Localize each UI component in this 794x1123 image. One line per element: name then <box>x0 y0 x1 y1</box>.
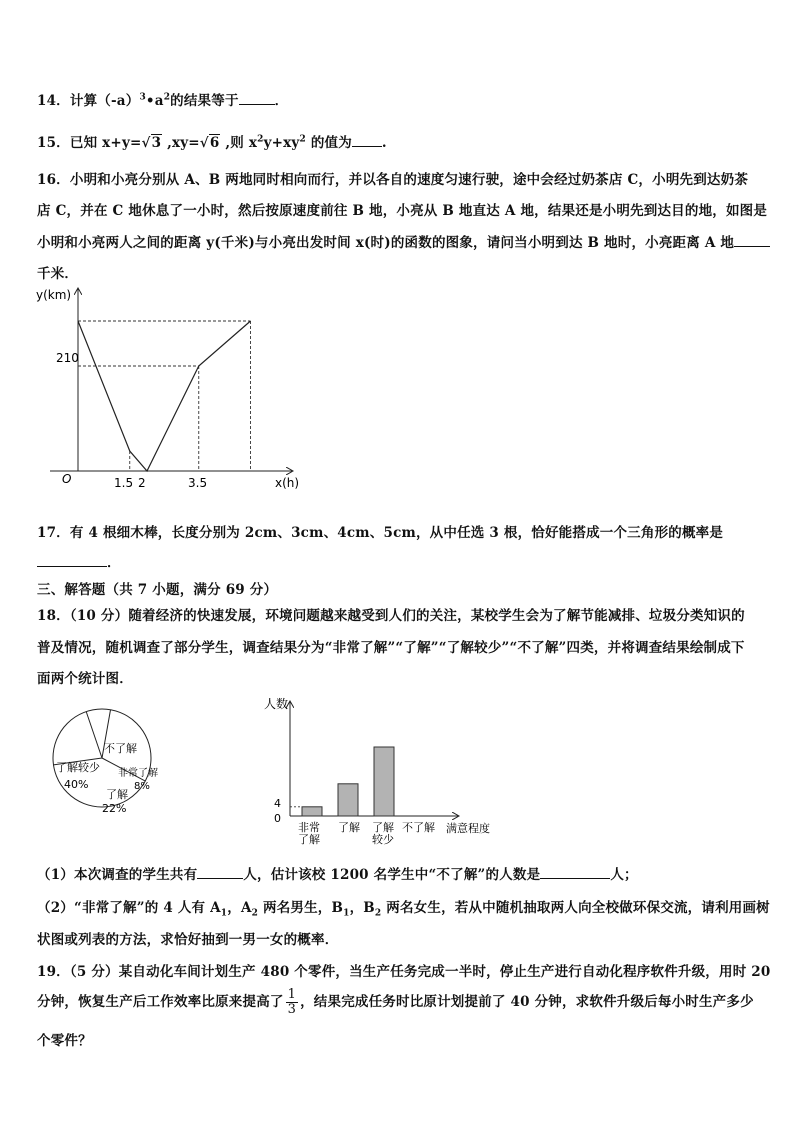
question-17-line-2: ． <box>37 551 121 571</box>
sqrt-3: √3 <box>141 135 162 151</box>
bar-chart <box>250 690 520 860</box>
pie-pct-know: 22% <box>102 802 127 815</box>
distance-line <box>78 321 251 471</box>
bar-cat-3a: 了解 <box>372 821 394 834</box>
question-18-line-1: 18．（10 分）随着经济的快速发展，环境问题越来越受到人们的关注，某校学生会为了解节能减排、垃圾分类知识的 <box>37 608 745 624</box>
y-axis-label: y(km) <box>36 288 72 302</box>
bar-0 <box>302 807 322 816</box>
answer-blank <box>734 232 770 247</box>
pie-label-very: 非常了解 <box>118 768 158 779</box>
bar-cat-3b: 较少 <box>372 833 394 846</box>
x-axis-label: x(h) <box>275 476 300 490</box>
answer-blank <box>239 90 275 105</box>
x-tick-1-5: 1.5 <box>114 476 134 490</box>
y-tick-210: 210 <box>56 351 79 365</box>
bar-cat-4: 不了解 <box>402 821 435 834</box>
question-16-line-1: 16．小明和小亮分别从 A、B 两地同时相向而行，并以各自的速度匀速行驶，途中会经过奶茶店 C，小明先到达奶茶 <box>37 172 749 188</box>
answer-blank <box>352 132 382 147</box>
section-heading: 三、解答题（共 7 小题，满分 69 分） <box>37 582 278 598</box>
x-tick-3-5: 3.5 <box>188 476 208 490</box>
question-18-line-2: 普及情况，随机调查了部分学生，调查结果分为“非常了解”“了解”“了解较少”“不了解”四类，并将调查结果绘制成下 <box>37 640 745 656</box>
pie-label-know: 了解 <box>106 788 128 801</box>
question-16-line-3: 小明和小亮两人之间的距离 y(千米)与小亮出发时间 x(时)的函数的图象，请问当小明到达 B 地时，小亮距离 A 地 <box>37 231 770 251</box>
pie-slice-edge <box>86 712 102 758</box>
pie-pct-little: 40% <box>64 778 89 791</box>
bar-cat-1b: 了解 <box>298 833 320 846</box>
question-16-line-4: 千米． <box>37 266 79 282</box>
question-16-line-2: 店 C，并在 C 地休息了一小时，然后按原速度前往 B 地，小亮从 B 地直达 A 地，结果还是小明先到达目的地，如图是 <box>37 203 768 219</box>
x-tick-2: 2 <box>138 476 146 490</box>
question-19-line-3: 个零件？ <box>37 1033 92 1049</box>
pie-label-not-know: 不了解 <box>104 742 137 755</box>
fraction-one-third: $\frac{1}{3}$ <box>287 987 297 1017</box>
question-19-line-1: 19．（5 分）某自动化车间计划生产 480 个零件，当生产任务完成一半时，停止生产进行自动化程序软件升级，用时 20 <box>37 964 771 980</box>
bar-cat-2: 了解 <box>338 821 360 834</box>
question-18-part-1: （1）本次调查的学生共有 人，估计该校 1200 名学生中“不了解”的人数是 人； <box>37 863 638 883</box>
question-18-part-2: （2）“非常了解”的 4 人有 $A_1$，$A_2$ 两名男生，$B_1$，$B_2$ 两名女生，若从中随机抽取两人向全校做环保交流，请利用画树 <box>37 900 770 919</box>
bar-y-tick-4: 4 <box>274 797 281 810</box>
question-18-part-2-line-2: 状图或列表的方法，求恰好抽到一男一女的概率． <box>37 932 339 948</box>
distance-time-graph <box>30 283 310 493</box>
question-19-line-2: 分钟，恢复生产后工作效率比原来提高了 $\frac{1}{3}$ ，结果完成任务时比原计划提前了 40 分钟，求软件升级后每小时生产多少 <box>37 987 754 1017</box>
question-15: 15．已知 x+y=√3 ,xy=√6 ,则 $x^2y+xy^2$ 的值为 . <box>37 131 387 151</box>
origin-label: O <box>62 472 72 486</box>
sqrt-6: √6 <box>199 135 220 151</box>
bar-cat-1a: 非常 <box>298 821 320 834</box>
pie-chart <box>50 702 180 832</box>
bar-y-tick-0: 0 <box>274 812 281 825</box>
pie-label-little: 了解较少 <box>56 761 100 774</box>
bar-x-label: 满意程度 <box>446 822 490 835</box>
pie-pct-very: 8% <box>134 781 150 792</box>
answer-blank <box>197 864 243 879</box>
answer-blank <box>37 552 107 567</box>
answer-blank <box>540 864 610 879</box>
bar-y-label: 人数 <box>264 697 289 711</box>
bar-2 <box>374 747 394 816</box>
bar-1 <box>338 784 358 816</box>
question-14: 14．计算$(-a)^3•a^2$的结果等于 ． <box>37 89 288 109</box>
question-17-line-1: 17．有 4 根细木棒，长度分别为 2cm、3cm、4cm、5cm，从中任选 3 根，恰好能搭成一个三角形的概率是 <box>37 525 724 541</box>
question-18-line-3: 面两个统计图． <box>37 671 133 687</box>
